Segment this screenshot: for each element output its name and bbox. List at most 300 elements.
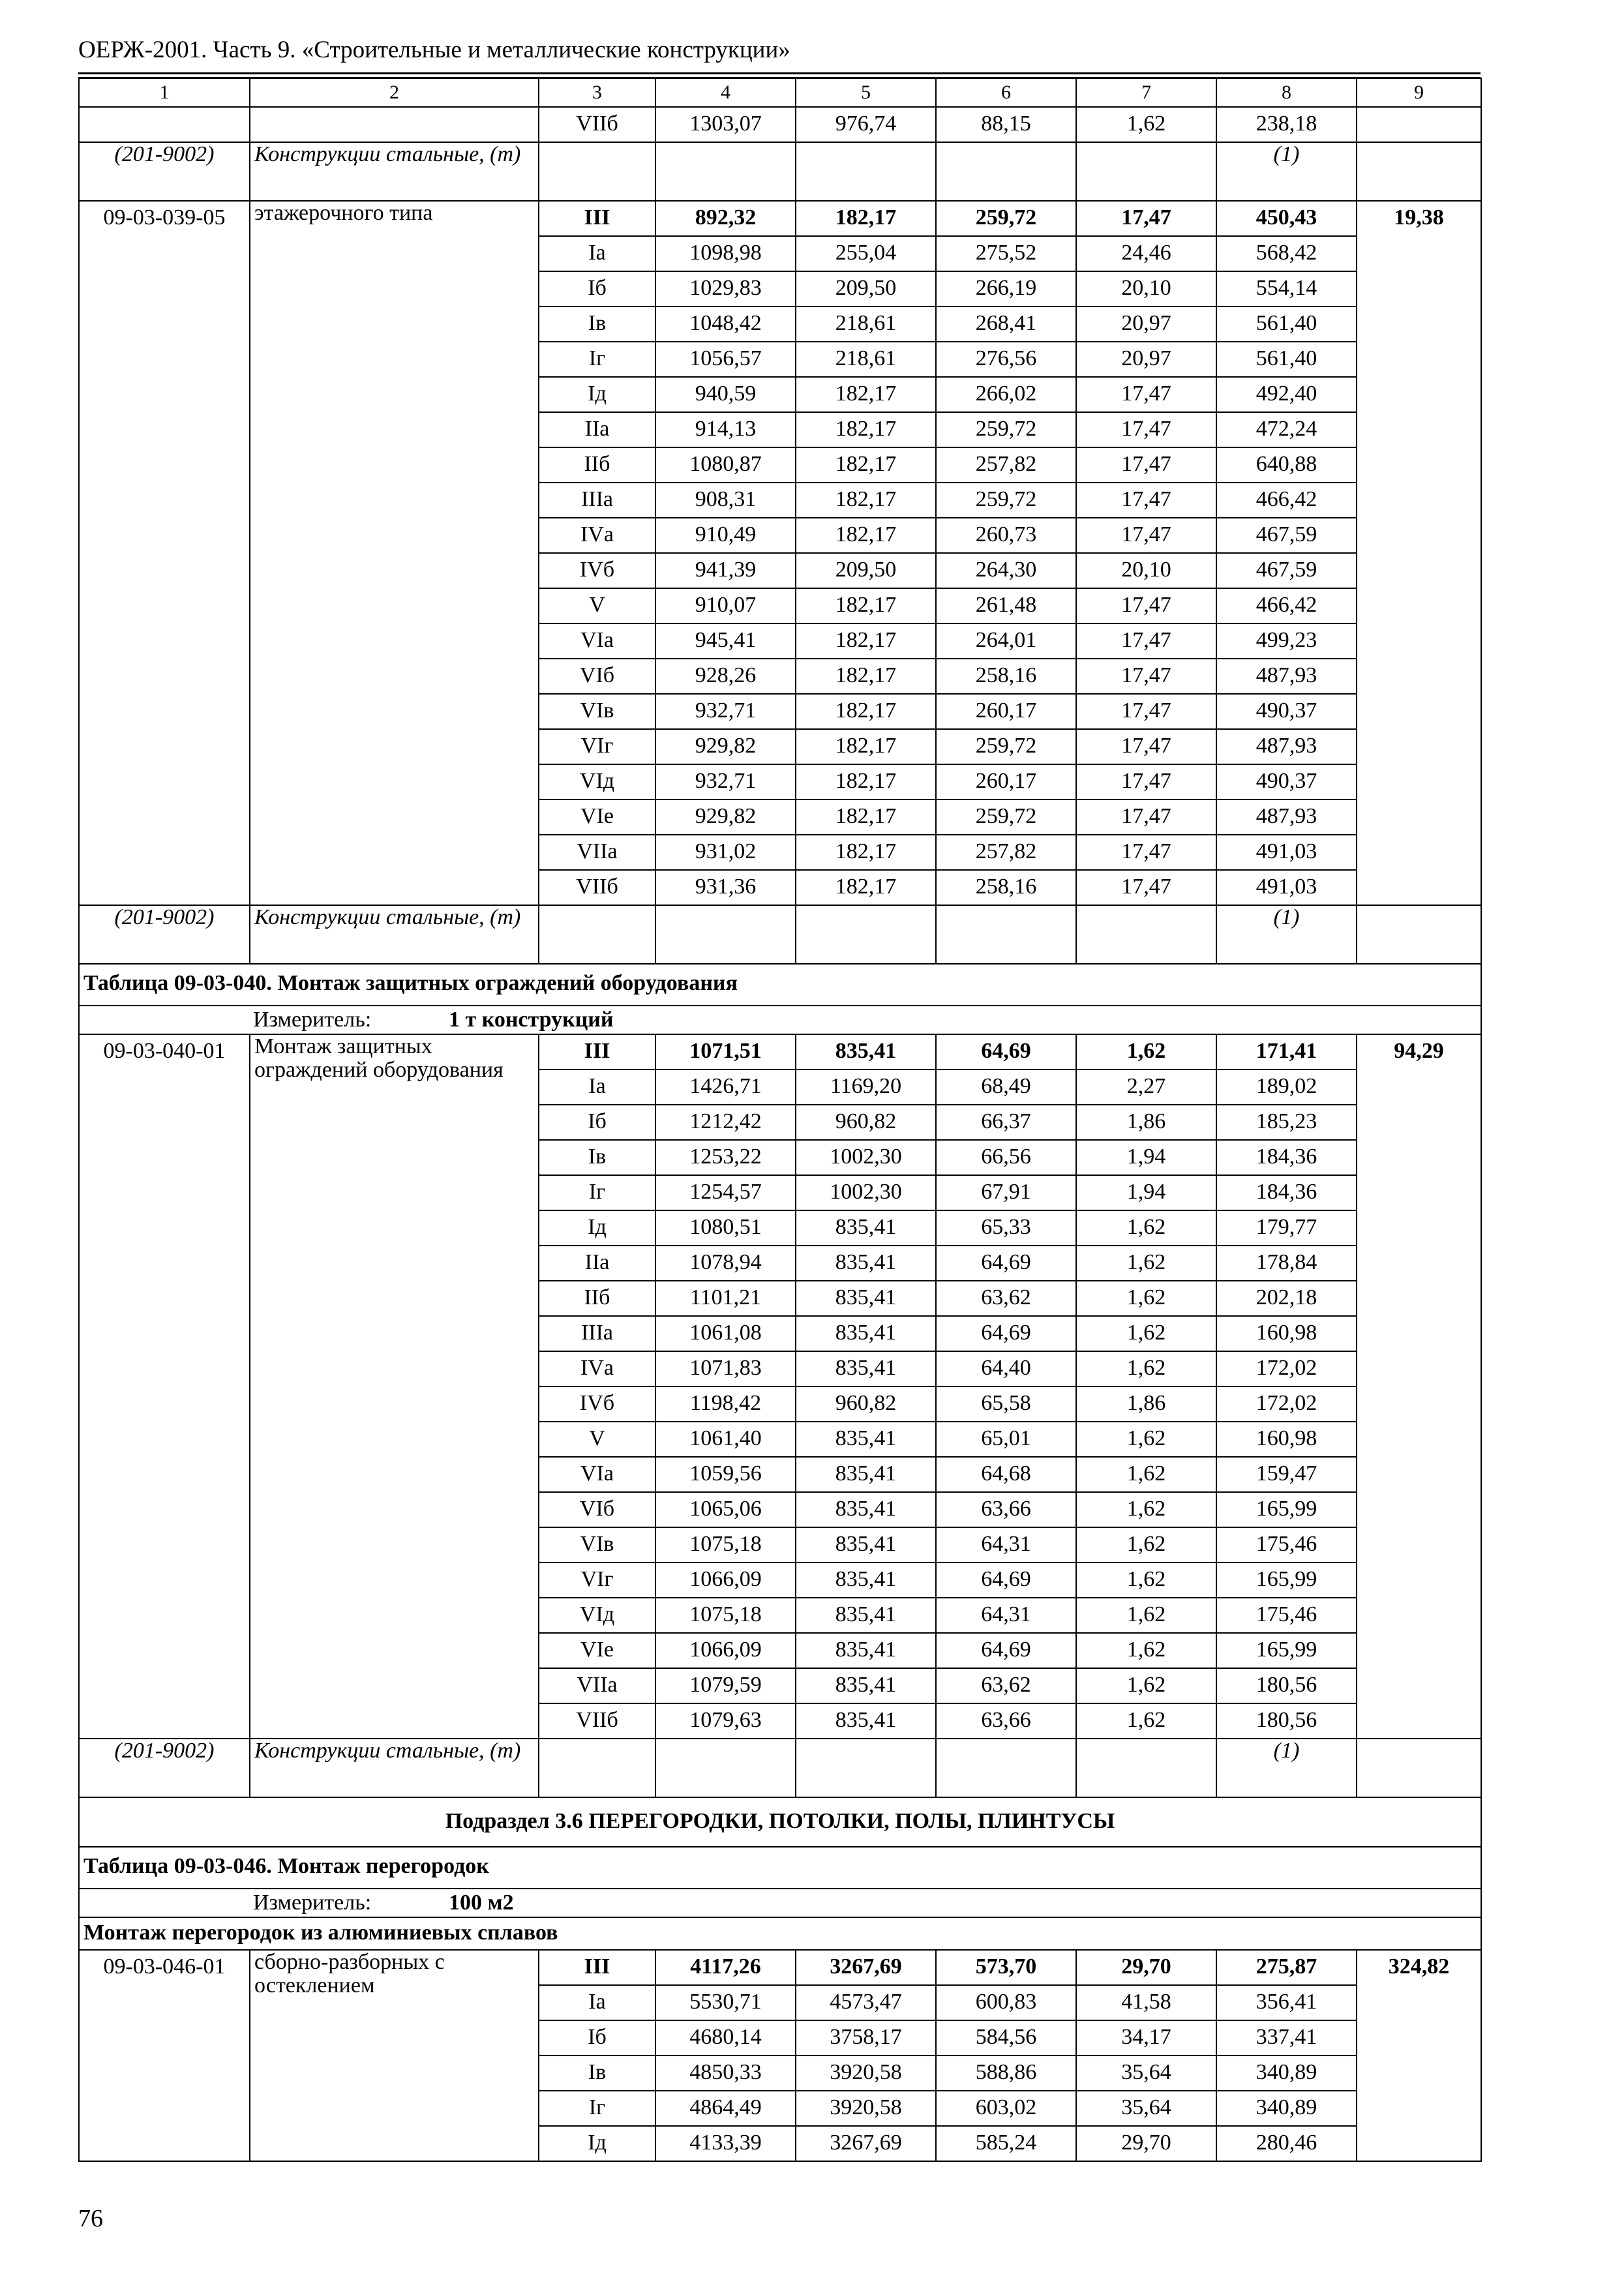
- region-cell: Iв: [539, 307, 655, 342]
- value-cell-c5: 182,17: [796, 412, 936, 447]
- value-cell-c6: 65,01: [936, 1422, 1076, 1457]
- region-cell: VIIб: [539, 107, 655, 142]
- value-cell-c5: [796, 1739, 936, 1797]
- value-cell-c6: 600,83: [936, 1985, 1076, 2020]
- meter-label: Измеритель:: [253, 1008, 372, 1032]
- value-cell-c7: 41,58: [1076, 1985, 1216, 2020]
- value-cell-c5: 182,17: [796, 729, 936, 764]
- rate-code: [79, 107, 250, 142]
- value-cell-c6: 268,41: [936, 307, 1076, 342]
- region-cell: VIд: [539, 1598, 655, 1633]
- value-cell-c4: 929,82: [655, 800, 796, 835]
- value-cell-c8: 184,36: [1216, 1140, 1357, 1175]
- page-number: 76: [78, 2205, 103, 2232]
- value-cell-c4: 1078,94: [655, 1246, 796, 1281]
- value-cell-c4: 1066,09: [655, 1633, 796, 1668]
- value-cell-c7: 1,62: [1076, 1703, 1216, 1739]
- table-row: [79, 107, 1481, 142]
- value-cell-c5: 976,74: [796, 107, 936, 142]
- value-cell-c8: 491,03: [1216, 870, 1357, 905]
- value-cell-c7: 17,47: [1076, 412, 1216, 447]
- column-number: 7: [1076, 78, 1216, 107]
- value-cell-c8: 337,41: [1216, 2020, 1357, 2056]
- value-cell-c6: 260,17: [936, 764, 1076, 800]
- value-cell-c5: 835,41: [796, 1527, 936, 1563]
- value-cell-c8: 472,24: [1216, 412, 1357, 447]
- value-cell-c6: 88,15: [936, 107, 1076, 142]
- value-cell-c6: 603,02: [936, 2091, 1076, 2126]
- material-quantity: (1): [1216, 1739, 1357, 1797]
- value-cell-c6: 259,72: [936, 800, 1076, 835]
- column-number: 5: [796, 78, 936, 107]
- value-cell-c4: 1059,56: [655, 1457, 796, 1492]
- meter-value: 100 м2: [449, 1891, 514, 1915]
- value-cell-c7: 17,47: [1076, 729, 1216, 764]
- region-cell: VIг: [539, 729, 655, 764]
- value-cell-c4: 1254,57: [655, 1175, 796, 1210]
- value-cell-c7: [1076, 1739, 1216, 1797]
- value-cell-c4: 1056,57: [655, 342, 796, 377]
- value-cell-c5: 182,17: [796, 800, 936, 835]
- material-quantity: (1): [1216, 905, 1357, 964]
- value-cell-c5: 835,41: [796, 1422, 936, 1457]
- region-cell: VIIа: [539, 835, 655, 870]
- value-cell-c6: 259,72: [936, 412, 1076, 447]
- value-cell-c6: 64,69: [936, 1316, 1076, 1351]
- rate-name: этажерочного типа: [250, 201, 539, 905]
- value-cell-c8: 160,98: [1216, 1316, 1357, 1351]
- value-cell-c4: 1075,18: [655, 1527, 796, 1563]
- region-cell: IIб: [539, 447, 655, 483]
- value-cell-c5: 835,41: [796, 1457, 936, 1492]
- labor-cell: [1357, 107, 1481, 142]
- value-cell-c4: 908,31: [655, 483, 796, 518]
- value-cell-c4: 4850,33: [655, 2056, 796, 2091]
- region-cell: VIе: [539, 1633, 655, 1668]
- value-cell-c4: 1101,21: [655, 1281, 796, 1316]
- value-cell-c7: 17,47: [1076, 588, 1216, 623]
- value-cell-c6: 63,62: [936, 1668, 1076, 1703]
- value-cell-c6: 260,73: [936, 518, 1076, 553]
- value-cell-c8: 172,02: [1216, 1351, 1357, 1386]
- value-cell-c7: 35,64: [1076, 2091, 1216, 2126]
- value-cell-c4: 1065,06: [655, 1492, 796, 1527]
- value-cell-c8: 561,40: [1216, 307, 1357, 342]
- rates-table-body: [79, 78, 1481, 2161]
- subsection-title: [79, 1797, 1481, 1847]
- labor-cell: 19,38: [1357, 201, 1481, 905]
- value-cell-c4: 929,82: [655, 729, 796, 764]
- value-cell-c6: 64,31: [936, 1598, 1076, 1633]
- value-cell-c8: 450,43: [1216, 201, 1357, 236]
- value-cell-c4: 910,49: [655, 518, 796, 553]
- region-cell: VIб: [539, 659, 655, 694]
- value-cell-c8: 175,46: [1216, 1527, 1357, 1563]
- value-cell-c8: 175,46: [1216, 1598, 1357, 1633]
- value-cell-c7: 1,94: [1076, 1175, 1216, 1210]
- region-cell: IVб: [539, 1386, 655, 1422]
- region-cell: VIIб: [539, 870, 655, 905]
- value-cell-c8: 340,89: [1216, 2091, 1357, 2126]
- value-cell-c4: 932,71: [655, 694, 796, 729]
- material-code: (201-9002): [79, 905, 250, 964]
- column-number: 8: [1216, 78, 1357, 107]
- region-cell: III: [539, 201, 655, 236]
- labor-cell: [1357, 142, 1481, 201]
- value-cell-c8: 202,18: [1216, 1281, 1357, 1316]
- value-cell-c8: 490,37: [1216, 764, 1357, 800]
- value-cell-c4: 1066,09: [655, 1563, 796, 1598]
- value-cell-c8: 171,41: [1216, 1034, 1357, 1070]
- value-cell-c5: 182,17: [796, 201, 936, 236]
- value-cell-c7: [1076, 905, 1216, 964]
- labor-cell: [1357, 905, 1481, 964]
- value-cell-c6: 276,56: [936, 342, 1076, 377]
- value-cell-c4: 1071,51: [655, 1034, 796, 1070]
- region-cell: Iа: [539, 1070, 655, 1105]
- value-cell-c5: 835,41: [796, 1492, 936, 1527]
- value-cell-c6: 64,69: [936, 1034, 1076, 1070]
- region-cell: V: [539, 588, 655, 623]
- value-cell-c8: 491,03: [1216, 835, 1357, 870]
- value-cell-c4: 4117,26: [655, 1950, 796, 1985]
- value-cell-c7: [1076, 142, 1216, 201]
- value-cell-c5: 3267,69: [796, 1950, 936, 1985]
- table-title: [79, 964, 1481, 1006]
- value-cell-c5: 835,41: [796, 1703, 936, 1739]
- region-cell: Iа: [539, 1985, 655, 2020]
- value-cell-c5: 835,41: [796, 1281, 936, 1316]
- region-cell: VIб: [539, 1492, 655, 1527]
- region-cell: IIIа: [539, 1316, 655, 1351]
- column-number: 4: [655, 78, 796, 107]
- value-cell-c5: 835,41: [796, 1351, 936, 1386]
- value-cell-c7: 17,47: [1076, 447, 1216, 483]
- value-cell-c6: 66,37: [936, 1105, 1076, 1140]
- meter-label: Измеритель:: [253, 1891, 372, 1915]
- value-cell-c8: 178,84: [1216, 1246, 1357, 1281]
- material-code: (201-9002): [79, 1739, 250, 1797]
- value-cell-c7: 1,62: [1076, 1422, 1216, 1457]
- value-cell-c6: 67,91: [936, 1175, 1076, 1210]
- value-cell-c6: 65,33: [936, 1210, 1076, 1246]
- region-cell: VIв: [539, 694, 655, 729]
- value-cell-c5: 218,61: [796, 342, 936, 377]
- value-cell-c6: 259,72: [936, 201, 1076, 236]
- value-cell-c6: 257,82: [936, 835, 1076, 870]
- value-cell-c5: 1002,30: [796, 1175, 936, 1210]
- value-cell-c4: 1061,08: [655, 1316, 796, 1351]
- value-cell-c8: 466,42: [1216, 588, 1357, 623]
- table-title: [79, 1847, 1481, 1889]
- value-cell-c6: 264,01: [936, 623, 1076, 659]
- value-cell-c5: 3920,58: [796, 2091, 936, 2126]
- region-cell: IIа: [539, 412, 655, 447]
- value-cell-c5: [796, 905, 936, 964]
- region-cell: Iв: [539, 2056, 655, 2091]
- value-cell-c4: 1029,83: [655, 271, 796, 307]
- material-name: Конструкции стальные, (т): [250, 905, 539, 964]
- value-cell-c8: 356,41: [1216, 1985, 1357, 2020]
- value-cell-c6: 260,17: [936, 694, 1076, 729]
- value-cell-c6: 584,56: [936, 2020, 1076, 2056]
- column-number: 1: [79, 78, 250, 107]
- value-cell-c4: 1080,51: [655, 1210, 796, 1246]
- region-cell: [539, 1739, 655, 1797]
- rate-code: 09-03-040-01: [79, 1034, 250, 1739]
- value-cell-c5: 3267,69: [796, 2126, 936, 2161]
- value-cell-c7: 1,62: [1076, 1246, 1216, 1281]
- value-cell-c4: 932,71: [655, 764, 796, 800]
- value-cell-c6: 259,72: [936, 729, 1076, 764]
- value-cell-c6: 64,68: [936, 1457, 1076, 1492]
- value-cell-c7: 17,47: [1076, 201, 1216, 236]
- region-cell: [539, 142, 655, 201]
- material-quantity: (1): [1216, 142, 1357, 201]
- value-cell-c7: 1,62: [1076, 1563, 1216, 1598]
- value-cell-c6: 68,49: [936, 1070, 1076, 1105]
- value-cell-c4: 1071,83: [655, 1351, 796, 1386]
- value-cell-c4: 1048,42: [655, 307, 796, 342]
- region-cell: VIг: [539, 1563, 655, 1598]
- value-cell-c8: 490,37: [1216, 694, 1357, 729]
- column-number-row: [79, 78, 1481, 107]
- group-title: [79, 1917, 1481, 1950]
- value-cell-c6: 588,86: [936, 2056, 1076, 2091]
- value-cell-c6: 275,52: [936, 236, 1076, 271]
- value-cell-c6: 257,82: [936, 447, 1076, 483]
- value-cell-c8: 165,99: [1216, 1563, 1357, 1598]
- rate-name: [250, 107, 539, 142]
- value-cell-c4: 1075,18: [655, 1598, 796, 1633]
- labor-cell: 94,29: [1357, 1034, 1481, 1739]
- value-cell-c8: 172,02: [1216, 1386, 1357, 1422]
- value-cell-c7: 17,47: [1076, 659, 1216, 694]
- value-cell-c5: 1169,20: [796, 1070, 936, 1105]
- value-cell-c7: 1,62: [1076, 1492, 1216, 1527]
- table-row: [79, 1950, 1481, 1985]
- value-cell-c4: 1198,42: [655, 1386, 796, 1422]
- region-cell: Iд: [539, 2126, 655, 2161]
- value-cell-c7: 17,47: [1076, 483, 1216, 518]
- value-cell-c7: 17,47: [1076, 870, 1216, 905]
- value-cell-c4: 1080,87: [655, 447, 796, 483]
- value-cell-c8: 165,99: [1216, 1492, 1357, 1527]
- meter-row: [79, 1889, 1481, 1917]
- region-cell: Iд: [539, 1210, 655, 1246]
- value-cell-c4: [655, 905, 796, 964]
- value-cell-c4: 1079,63: [655, 1703, 796, 1739]
- region-cell: V: [539, 1422, 655, 1457]
- value-cell-c6: 66,56: [936, 1140, 1076, 1175]
- value-cell-c8: 640,88: [1216, 447, 1357, 483]
- value-cell-c7: 34,17: [1076, 2020, 1216, 2056]
- value-cell-c5: 960,82: [796, 1386, 936, 1422]
- labor-cell: 324,82: [1357, 1950, 1481, 2161]
- region-cell: IIб: [539, 1281, 655, 1316]
- region-cell: VIIб: [539, 1703, 655, 1739]
- material-row: [79, 142, 1481, 201]
- value-cell-c5: [796, 142, 936, 201]
- value-cell-c7: 1,94: [1076, 1140, 1216, 1175]
- value-cell-c8: 179,77: [1216, 1210, 1357, 1246]
- value-cell-c4: 4680,14: [655, 2020, 796, 2056]
- value-cell-c7: 1,62: [1076, 1034, 1216, 1070]
- material-row: [79, 905, 1481, 964]
- value-cell-c5: 835,41: [796, 1210, 936, 1246]
- value-cell-c8: 568,42: [1216, 236, 1357, 271]
- value-cell-c5: 3920,58: [796, 2056, 936, 2091]
- value-cell-c7: 1,62: [1076, 1210, 1216, 1246]
- material-name: Конструкции стальные, (т): [250, 142, 539, 201]
- value-cell-c4: 1253,22: [655, 1140, 796, 1175]
- value-cell-c4: 928,26: [655, 659, 796, 694]
- table-row: [79, 1034, 1481, 1070]
- value-cell-c7: 1,62: [1076, 1316, 1216, 1351]
- value-cell-c8: 466,42: [1216, 483, 1357, 518]
- value-cell-c8: 487,93: [1216, 800, 1357, 835]
- value-cell-c6: 65,58: [936, 1386, 1076, 1422]
- value-cell-c6: 64,69: [936, 1563, 1076, 1598]
- column-number: 6: [936, 78, 1076, 107]
- header-rule: [78, 72, 1481, 78]
- value-cell-c7: 29,70: [1076, 1950, 1216, 1985]
- value-cell-c5: 218,61: [796, 307, 936, 342]
- value-cell-c4: 931,36: [655, 870, 796, 905]
- value-cell-c7: 17,47: [1076, 694, 1216, 729]
- value-cell-c8: 492,40: [1216, 377, 1357, 412]
- value-cell-c7: 1,62: [1076, 1633, 1216, 1668]
- value-cell-c6: 64,69: [936, 1633, 1076, 1668]
- value-cell-c5: 960,82: [796, 1105, 936, 1140]
- rate-name: Монтаж защитных ограждений оборудования: [250, 1034, 539, 1739]
- value-cell-c7: 17,47: [1076, 518, 1216, 553]
- value-cell-c8: 238,18: [1216, 107, 1357, 142]
- value-cell-c4: 4864,49: [655, 2091, 796, 2126]
- value-cell-c4: 940,59: [655, 377, 796, 412]
- value-cell-c7: 20,97: [1076, 342, 1216, 377]
- value-cell-c5: 182,17: [796, 447, 936, 483]
- value-cell-c7: 1,62: [1076, 1351, 1216, 1386]
- value-cell-c8: 160,98: [1216, 1422, 1357, 1457]
- region-cell: Iг: [539, 2091, 655, 2126]
- region-cell: Iг: [539, 1175, 655, 1210]
- labor-cell: [1357, 1739, 1481, 1797]
- value-cell-c7: 1,62: [1076, 1668, 1216, 1703]
- value-cell-c5: 182,17: [796, 623, 936, 659]
- value-cell-c5: 3758,17: [796, 2020, 936, 2056]
- group-title-text: Монтаж перегородок из алюминиевых сплавов: [79, 1917, 1481, 1950]
- region-cell: IVа: [539, 1351, 655, 1386]
- value-cell-c5: 182,17: [796, 377, 936, 412]
- value-cell-c5: 182,17: [796, 588, 936, 623]
- value-cell-c5: 182,17: [796, 835, 936, 870]
- table-row: [79, 201, 1481, 236]
- value-cell-c8: 189,02: [1216, 1070, 1357, 1105]
- value-cell-c7: 24,46: [1076, 236, 1216, 271]
- value-cell-c5: 1002,30: [796, 1140, 936, 1175]
- region-cell: VIа: [539, 1457, 655, 1492]
- value-cell-c7: 35,64: [1076, 2056, 1216, 2091]
- value-cell-c8: 180,56: [1216, 1703, 1357, 1739]
- region-cell: IIа: [539, 1246, 655, 1281]
- value-cell-c8: 280,46: [1216, 2126, 1357, 2161]
- region-cell: Iд: [539, 377, 655, 412]
- value-cell-c5: 209,50: [796, 271, 936, 307]
- value-cell-c8: 561,40: [1216, 342, 1357, 377]
- value-cell-c5: 835,41: [796, 1598, 936, 1633]
- value-cell-c4: [655, 142, 796, 201]
- value-cell-c8: 487,93: [1216, 659, 1357, 694]
- column-number: 3: [539, 78, 655, 107]
- value-cell-c5: 182,17: [796, 659, 936, 694]
- document-page: [78, 36, 1481, 2162]
- value-cell-c7: 1,86: [1076, 1386, 1216, 1422]
- value-cell-c5: 835,41: [796, 1034, 936, 1070]
- value-cell-c8: 180,56: [1216, 1668, 1357, 1703]
- value-cell-c6: 64,69: [936, 1246, 1076, 1281]
- value-cell-c4: 1303,07: [655, 107, 796, 142]
- value-cell-c6: 264,30: [936, 553, 1076, 588]
- region-cell: III: [539, 1950, 655, 1985]
- value-cell-c8: 487,93: [1216, 729, 1357, 764]
- value-cell-c7: 17,47: [1076, 800, 1216, 835]
- meter-value: 1 т конструкций: [449, 1008, 614, 1032]
- value-cell-c5: 182,17: [796, 518, 936, 553]
- region-cell: III: [539, 1034, 655, 1070]
- material-code: (201-9002): [79, 142, 250, 201]
- value-cell-c8: 340,89: [1216, 2056, 1357, 2091]
- value-cell-c5: 835,41: [796, 1563, 936, 1598]
- value-cell-c6: 266,19: [936, 271, 1076, 307]
- subsection-title-text: Подраздел 3.6 ПЕРЕГОРОДКИ, ПОТОЛКИ, ПОЛЫ, ПЛИНТУСЫ: [79, 1797, 1481, 1847]
- region-cell: [539, 905, 655, 964]
- rate-code: 09-03-039-05: [79, 201, 250, 905]
- value-cell-c4: [655, 1739, 796, 1797]
- value-cell-c4: 1212,42: [655, 1105, 796, 1140]
- value-cell-c6: 64,31: [936, 1527, 1076, 1563]
- value-cell-c4: 914,13: [655, 412, 796, 447]
- value-cell-c4: 892,32: [655, 201, 796, 236]
- column-number: 2: [250, 78, 539, 107]
- table-title-text: Таблица 09-03-046. Монтаж перегородок: [79, 1847, 1481, 1889]
- value-cell-c6: 63,66: [936, 1703, 1076, 1739]
- value-cell-c6: 63,62: [936, 1281, 1076, 1316]
- value-cell-c4: 1079,59: [655, 1668, 796, 1703]
- material-name: Конструкции стальные, (т): [250, 1739, 539, 1797]
- value-cell-c6: 573,70: [936, 1950, 1076, 1985]
- value-cell-c8: 554,14: [1216, 271, 1357, 307]
- value-cell-c5: 182,17: [796, 870, 936, 905]
- meter-cell: [79, 1006, 1481, 1034]
- value-cell-c6: 258,16: [936, 870, 1076, 905]
- value-cell-c7: 29,70: [1076, 2126, 1216, 2161]
- value-cell-c5: 182,17: [796, 764, 936, 800]
- value-cell-c5: 835,41: [796, 1668, 936, 1703]
- value-cell-c4: 4133,39: [655, 2126, 796, 2161]
- region-cell: Iб: [539, 271, 655, 307]
- region-cell: VIе: [539, 800, 655, 835]
- value-cell-c5: 835,41: [796, 1633, 936, 1668]
- region-cell: VIв: [539, 1527, 655, 1563]
- value-cell-c6: [936, 1739, 1076, 1797]
- value-cell-c4: 931,02: [655, 835, 796, 870]
- value-cell-c7: 2,27: [1076, 1070, 1216, 1105]
- meter-row: [79, 1006, 1481, 1034]
- region-cell: IVа: [539, 518, 655, 553]
- region-cell: Iг: [539, 342, 655, 377]
- value-cell-c7: 1,62: [1076, 107, 1216, 142]
